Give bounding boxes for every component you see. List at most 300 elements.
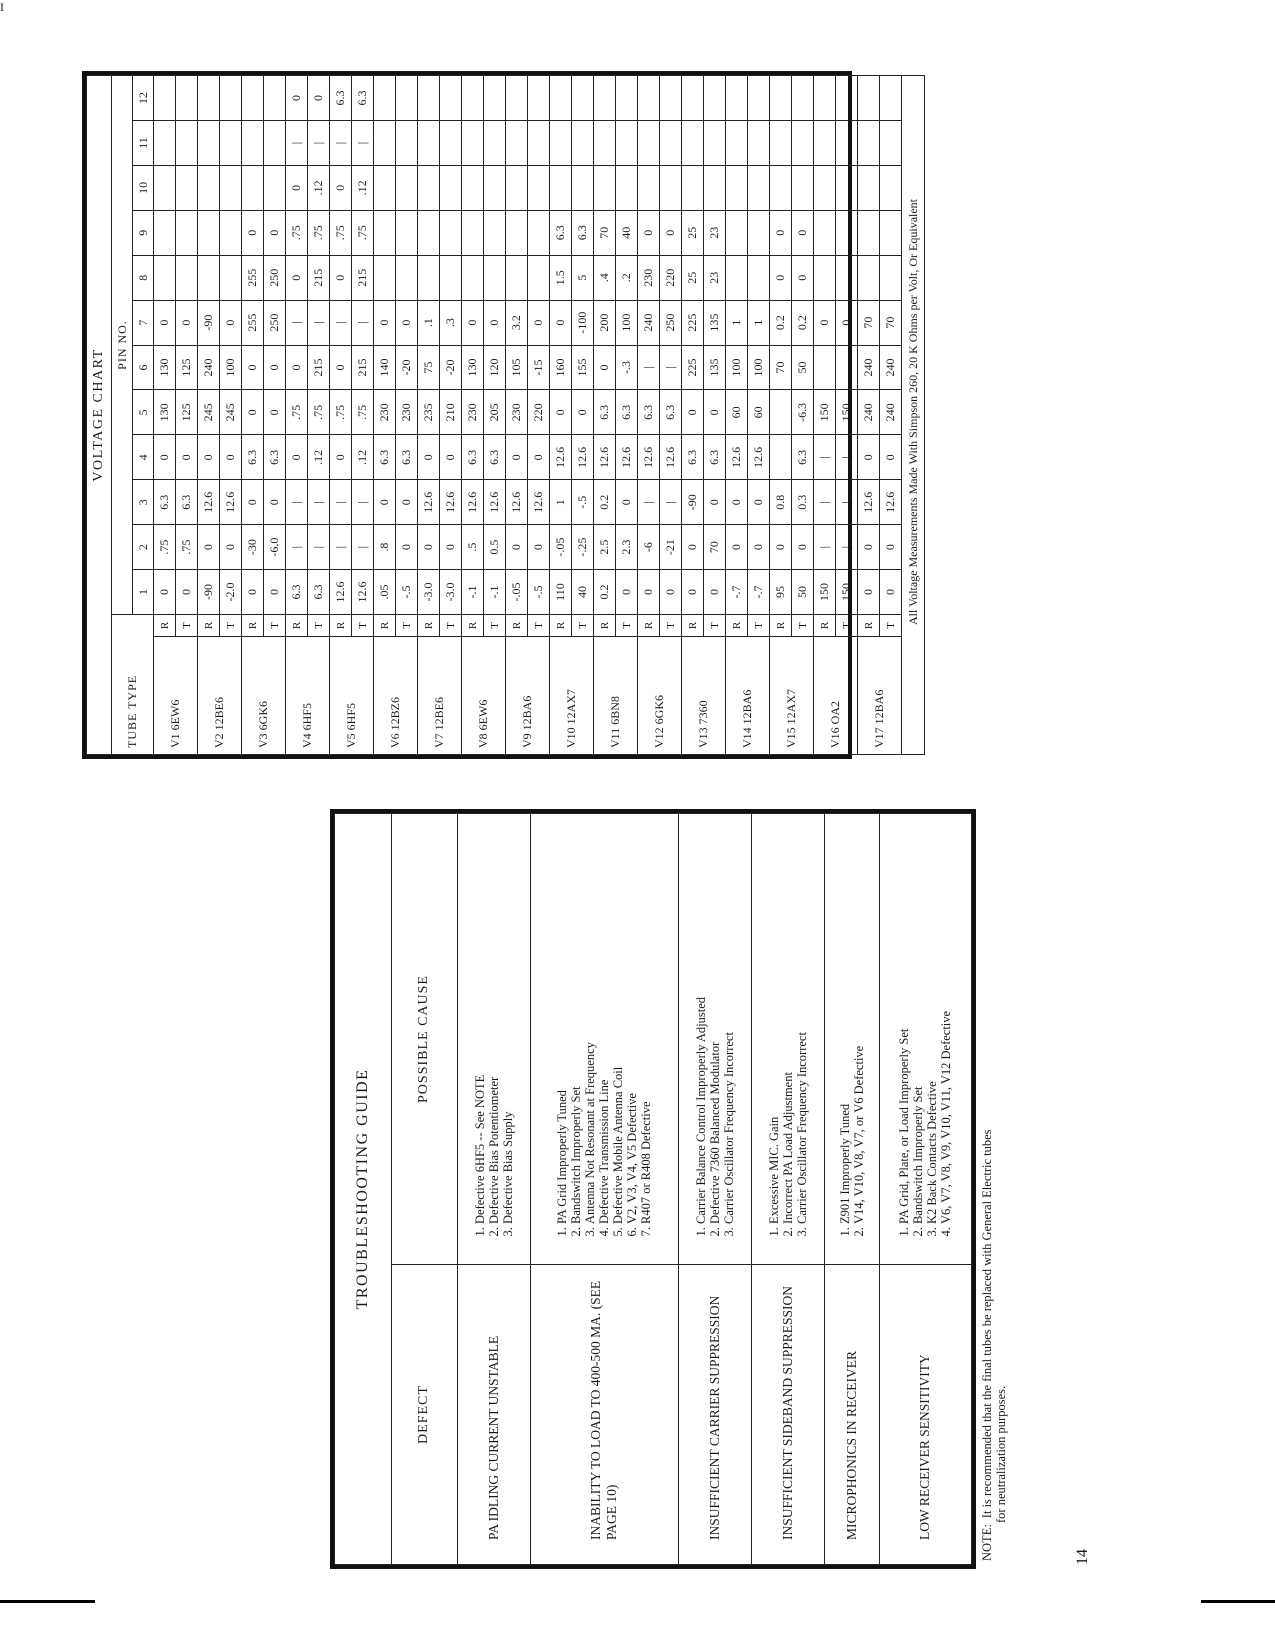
voltage-cell: 70 (770, 345, 792, 390)
voltage-cell: -6.3 (792, 390, 814, 435)
voltage-cell (176, 121, 198, 166)
voltage-cell: 0 (572, 390, 594, 435)
cause-list (694, 832, 736, 1246)
tube-name-cell: V1 6EW6 (154, 637, 198, 755)
cause-item: 2. Bandswitch Improperly Set (569, 832, 583, 1224)
receive-mode-label: R (418, 615, 440, 637)
voltage-cell (770, 165, 792, 210)
defect-cell: INABILITY TO LOAD TO 400-500 MA. (SEE PAGE 10) (530, 1265, 678, 1565)
voltage-cell: -.3 (616, 345, 638, 390)
cause-item: 3. Carrier Oscillator Frequency Incorrect (795, 832, 809, 1224)
transmit-mode-label: T (616, 615, 638, 637)
voltage-cell: 6.3 (286, 570, 308, 615)
voltage-cell (682, 165, 704, 210)
voltage-cell: 0 (286, 255, 308, 300)
voltage-cell: | (286, 300, 308, 345)
cause-item: 2. Bandswitch Improperly Set (911, 832, 925, 1224)
voltage-cell: 6.3 (154, 480, 176, 525)
voltage-cell (704, 76, 726, 121)
voltage-cell: 12.6 (660, 435, 682, 480)
voltage-cell: 6.3 (594, 390, 616, 435)
voltage-cell (462, 255, 484, 300)
voltage-cell: 230 (462, 390, 484, 435)
voltage-cell (374, 76, 396, 121)
voltage-cell (396, 165, 418, 210)
voltage-cell (638, 76, 660, 121)
voltage-cell: 240 (858, 390, 880, 435)
troubleshooting-row (825, 814, 880, 1565)
pin-header-cell: 4 (133, 435, 154, 480)
receive-mode-label: R (770, 615, 792, 637)
receive-mode-label: R (330, 615, 352, 637)
voltage-cell: 0 (880, 570, 902, 615)
voltage-cell: 215 (308, 255, 330, 300)
voltage-row (770, 76, 792, 755)
voltage-cell: 255 (242, 300, 264, 345)
voltage-cell: | (352, 300, 374, 345)
tube-name-cell: V15 12AX7 (770, 637, 814, 755)
voltage-cell: .5 (462, 525, 484, 570)
voltage-cell: 0 (682, 390, 704, 435)
voltage-cell: 23 (704, 210, 726, 255)
receive-mode-label: R (858, 615, 880, 637)
voltage-cell: .75 (352, 390, 374, 435)
voltage-cell (616, 165, 638, 210)
voltage-cell (572, 121, 594, 166)
voltage-cell: 0 (638, 570, 660, 615)
voltage-cell (396, 210, 418, 255)
corner-mark: I (0, 0, 4, 14)
transmit-mode-label: T (396, 615, 418, 637)
voltage-cell: -30 (242, 525, 264, 570)
voltage-cell: -6 (638, 525, 660, 570)
voltage-cell: .75 (308, 210, 330, 255)
voltage-cell: 0 (770, 210, 792, 255)
voltage-cell (264, 165, 286, 210)
voltage-cell: 0 (506, 525, 528, 570)
voltage-row (858, 76, 880, 755)
voltage-cell (198, 210, 220, 255)
voltage-cell: 0 (220, 525, 242, 570)
voltage-cell (418, 165, 440, 210)
voltage-cell: -15 (528, 345, 550, 390)
voltage-cell: 150 (836, 570, 858, 615)
voltage-cell: 70 (880, 300, 902, 345)
voltage-cell: | (286, 480, 308, 525)
voltage-cell: 0 (814, 300, 836, 345)
voltage-cell: 70 (594, 210, 616, 255)
voltage-cell (506, 255, 528, 300)
voltage-cell (726, 121, 748, 166)
voltage-cell: 235 (418, 390, 440, 435)
cause-item: 2. Defective Bias Potentiometer (487, 832, 501, 1224)
pin-header-cell: 5 (133, 390, 154, 435)
voltage-cell: | (308, 300, 330, 345)
voltage-cell (198, 165, 220, 210)
pin-header-cell: 2 (133, 525, 154, 570)
voltage-cell: 230 (638, 255, 660, 300)
voltage-cell (418, 121, 440, 166)
voltage-cell (836, 76, 858, 121)
voltage-cell (198, 76, 220, 121)
voltage-cell (836, 121, 858, 166)
voltage-row (682, 76, 704, 755)
voltage-cell: | (330, 525, 352, 570)
voltage-cell: 6.3 (462, 435, 484, 480)
voltage-cell (484, 76, 506, 121)
voltage-cell: | (330, 480, 352, 525)
voltage-cell: | (660, 480, 682, 525)
voltage-cell (748, 210, 770, 255)
tube-name-cell: V17 12BA6 (858, 637, 902, 755)
receive-mode-label: R (506, 615, 528, 637)
voltage-cell: 240 (638, 300, 660, 345)
voltage-cell: 25 (682, 210, 704, 255)
voltage-cell: 215 (352, 255, 374, 300)
voltage-cell: 0.2 (792, 300, 814, 345)
voltage-cell: 0.2 (770, 300, 792, 345)
defect-cell: INSUFFICIENT CARRIER SUPPRESSION (678, 1265, 751, 1565)
troubleshooting-row (457, 814, 530, 1565)
voltage-cell: 6.3 (572, 210, 594, 255)
voltage-cell (374, 165, 396, 210)
voltage-cell: 0 (396, 480, 418, 525)
voltage-cell (814, 255, 836, 300)
voltage-cell: 100 (748, 345, 770, 390)
voltage-cell: 240 (880, 390, 902, 435)
voltage-cell: 0 (528, 435, 550, 480)
voltage-cell (550, 165, 572, 210)
voltage-cell (858, 165, 880, 210)
pin-header-cell: 1 (133, 570, 154, 615)
voltage-cell: 0 (550, 300, 572, 345)
voltage-cell: 0 (770, 525, 792, 570)
voltage-cell: 12.6 (858, 480, 880, 525)
tube-type-header: TUBE TYPE (112, 615, 154, 755)
voltage-cell: 230 (396, 390, 418, 435)
voltage-cell: 3.2 (506, 300, 528, 345)
cause-item: 3. Defective Bias Supply (501, 832, 515, 1224)
voltage-row (462, 76, 484, 755)
voltage-cell: -2.0 (220, 570, 242, 615)
voltage-cell: 12.6 (550, 435, 572, 480)
bottom-rule-right (1201, 1600, 1275, 1603)
voltage-cell (880, 121, 902, 166)
voltage-cell: 0 (594, 345, 616, 390)
voltage-cell (418, 255, 440, 300)
voltage-cell: .12 (352, 435, 374, 480)
voltage-cell: 0 (880, 525, 902, 570)
voltage-cell (880, 165, 902, 210)
cause-list (897, 832, 953, 1246)
voltage-cell (814, 345, 836, 390)
bottom-rule-left (0, 1600, 95, 1603)
voltage-cell (770, 390, 792, 435)
voltage-cell: 12.6 (462, 480, 484, 525)
receive-mode-label: R (550, 615, 572, 637)
voltage-cell: 0 (836, 300, 858, 345)
voltage-cell: 215 (308, 345, 330, 390)
voltage-row (506, 76, 528, 755)
tube-name-cell: V2 12BE6 (198, 637, 242, 755)
voltage-cell: 215 (352, 345, 374, 390)
voltage-rows (154, 76, 902, 755)
voltage-cell: | (814, 525, 836, 570)
voltage-cell: 0 (176, 300, 198, 345)
voltage-cell (814, 121, 836, 166)
receive-mode-label: R (462, 615, 484, 637)
voltage-cell: 0 (858, 525, 880, 570)
voltage-cell (440, 121, 462, 166)
voltage-cell: .4 (594, 255, 616, 300)
pin-header-cell: 9 (133, 210, 154, 255)
voltage-cell (858, 76, 880, 121)
tube-name-cell: V9 12BA6 (506, 637, 550, 755)
voltage-cell (528, 121, 550, 166)
voltage-cell: | (308, 121, 330, 166)
defect-cell: PA IDLING CURRENT UNSTABLE (457, 1265, 530, 1565)
voltage-cell: 250 (264, 300, 286, 345)
voltage-cell: 6.3 (484, 435, 506, 480)
transmit-mode-label: T (572, 615, 594, 637)
voltage-cell: 0 (286, 345, 308, 390)
voltage-cell (220, 165, 242, 210)
voltage-cell: | (286, 525, 308, 570)
voltage-cell: 6.3 (330, 76, 352, 121)
voltage-cell: -.7 (748, 570, 770, 615)
voltage-cell: 75 (418, 345, 440, 390)
voltage-cell: -90 (682, 480, 704, 525)
tube-name-cell: V4 6HF5 (286, 637, 330, 755)
pin-header-cell: 7 (133, 300, 154, 345)
voltage-cell (814, 76, 836, 121)
defect-cell: INSUFFICIENT SIDEBAND SUPPRESSION (752, 1265, 825, 1565)
voltage-cell (264, 121, 286, 166)
page-number: 14 (1074, 1549, 1091, 1565)
voltage-chart (82, 71, 920, 759)
voltage-cell: 12.6 (418, 480, 440, 525)
voltage-cell: | (638, 345, 660, 390)
voltage-cell: 0 (330, 255, 352, 300)
voltage-cell (506, 76, 528, 121)
voltage-cell: 0 (242, 570, 264, 615)
voltage-cell (440, 165, 462, 210)
voltage-cell (660, 76, 682, 121)
voltage-cell (814, 165, 836, 210)
transmit-mode-label: T (836, 615, 858, 637)
voltage-cell: 0 (704, 390, 726, 435)
cause-cell (678, 814, 751, 1265)
voltage-cell: .12 (308, 435, 330, 480)
voltage-cell (572, 76, 594, 121)
transmit-mode-label: T (704, 615, 726, 637)
voltage-cell: | (286, 121, 308, 166)
voltage-cell (858, 210, 880, 255)
defect-column-header: DEFECT (392, 1265, 457, 1565)
voltage-cell (594, 121, 616, 166)
voltage-cell (660, 165, 682, 210)
cause-item: 3. Carrier Oscillator Frequency Incorrect (722, 832, 736, 1224)
voltage-cell: 0 (792, 255, 814, 300)
transmit-mode-label: T (484, 615, 506, 637)
voltage-cell: .12 (352, 165, 374, 210)
voltage-cell: 0 (660, 570, 682, 615)
voltage-cell (528, 255, 550, 300)
defect-cell: LOW RECEIVER SENSITIVITY (879, 1265, 971, 1565)
cause-item: 2. V14, V10, V8, V7, or V6 Defective (852, 832, 866, 1224)
voltage-cell: .75 (352, 210, 374, 255)
voltage-cell: 0 (154, 435, 176, 480)
voltage-cell: -.7 (726, 570, 748, 615)
voltage-cell: 0 (264, 570, 286, 615)
voltage-cell: 6.3 (242, 435, 264, 480)
voltage-cell: | (660, 345, 682, 390)
voltage-cell: 160 (550, 345, 572, 390)
voltage-cell (792, 121, 814, 166)
voltage-cell (704, 121, 726, 166)
voltage-cell: 40 (572, 570, 594, 615)
voltage-cell: 12.6 (220, 480, 242, 525)
voltage-cell: 150 (836, 390, 858, 435)
voltage-cell: 105 (506, 345, 528, 390)
voltage-cell: 70 (704, 525, 726, 570)
pin-header-cell: 11 (133, 121, 154, 166)
voltage-cell: 135 (704, 300, 726, 345)
troubleshooting-rows (457, 814, 971, 1565)
voltage-cell: 0.3 (792, 480, 814, 525)
voltage-row (594, 76, 616, 755)
pin-number-header: PIN NO. (112, 76, 133, 615)
cause-item: 1. Z901 Improperly Tuned (838, 832, 852, 1224)
voltage-cell (506, 210, 528, 255)
voltage-chart-title: VOLTAGE CHART (87, 76, 112, 755)
voltage-cell (858, 255, 880, 300)
voltage-cell: 0 (792, 210, 814, 255)
voltage-cell (550, 76, 572, 121)
pin-header-cell: 10 (133, 165, 154, 210)
voltage-cell: .2 (616, 255, 638, 300)
voltage-cell (770, 76, 792, 121)
pin-header-cell: 6 (133, 345, 154, 390)
cause-item: 2. Incorrect PA Load Adjustment (781, 832, 795, 1224)
voltage-cell (176, 76, 198, 121)
voltage-cell: -.1 (484, 570, 506, 615)
voltage-cell: 0 (264, 390, 286, 435)
voltage-cell (858, 121, 880, 166)
voltage-cell: 0 (528, 525, 550, 570)
voltage-cell: 2.3 (616, 525, 638, 570)
tube-name-cell: V5 6HF5 (330, 637, 374, 755)
voltage-cell: 0 (440, 435, 462, 480)
voltage-cell: 0 (682, 570, 704, 615)
voltage-cell: -21 (660, 525, 682, 570)
voltage-cell (440, 255, 462, 300)
voltage-cell: 0 (506, 435, 528, 480)
cause-list (767, 832, 809, 1246)
voltage-cell: | (330, 300, 352, 345)
voltage-cell (374, 255, 396, 300)
voltage-cell: 0 (242, 210, 264, 255)
neutralization-note (980, 821, 1008, 1561)
voltage-cell: 0 (286, 435, 308, 480)
voltage-cell: 0 (880, 435, 902, 480)
voltage-cell (748, 121, 770, 166)
voltage-cell: .8 (374, 525, 396, 570)
voltage-cell: | (330, 121, 352, 166)
voltage-cell: 60 (748, 390, 770, 435)
voltage-cell: -6.0 (264, 525, 286, 570)
voltage-cell (440, 76, 462, 121)
cause-item: 4. Defective Transmission Line (597, 832, 611, 1224)
voltage-cell (264, 76, 286, 121)
voltage-cell: 0 (528, 300, 550, 345)
voltage-cell: 230 (374, 390, 396, 435)
voltage-cell: 12.6 (638, 435, 660, 480)
voltage-cell: 210 (440, 390, 462, 435)
voltage-cell (506, 121, 528, 166)
voltage-cell: -3.0 (440, 570, 462, 615)
voltage-cell: 1 (550, 480, 572, 525)
tube-name-cell: V12 6GK6 (638, 637, 682, 755)
voltage-cell: 0 (242, 480, 264, 525)
voltage-cell (484, 210, 506, 255)
troubleshooting-guide (330, 809, 976, 1569)
transmit-mode-label: T (528, 615, 550, 637)
cause-item: 4. V6, V7, V8, V9, V10, V11, V12 Defective (939, 832, 953, 1224)
voltage-cell: .1 (418, 300, 440, 345)
voltage-cell (528, 76, 550, 121)
voltage-cell (528, 165, 550, 210)
note-continuation: for neutralization purposes. (994, 1385, 1008, 1523)
voltage-cell (792, 76, 814, 121)
voltage-cell: 0 (264, 210, 286, 255)
cause-item: 1. Excessive MIC. Gain (767, 832, 781, 1224)
voltage-cell: 0 (308, 76, 330, 121)
voltage-cell: 0 (198, 435, 220, 480)
tube-name-cell: V16 OA2 (814, 637, 858, 755)
voltage-cell: 1.5 (550, 255, 572, 300)
voltage-row (286, 76, 308, 755)
voltage-row (374, 76, 396, 755)
troubleshooting-row (879, 814, 971, 1565)
voltage-cell (748, 76, 770, 121)
voltage-cell (374, 210, 396, 255)
voltage-cell (528, 210, 550, 255)
voltage-cell: | (836, 525, 858, 570)
voltage-cell: 12.6 (198, 480, 220, 525)
voltage-cell: .75 (330, 390, 352, 435)
voltage-cell (814, 210, 836, 255)
voltage-cell: 12.6 (594, 435, 616, 480)
voltage-cell: 0 (858, 570, 880, 615)
transmit-mode-label: T (308, 615, 330, 637)
voltage-cell (220, 210, 242, 255)
voltage-cell (506, 165, 528, 210)
voltage-cell (638, 121, 660, 166)
voltage-cell (682, 121, 704, 166)
voltage-cell: .05 (374, 570, 396, 615)
voltage-cell (154, 121, 176, 166)
voltage-cell: 125 (176, 345, 198, 390)
voltage-cell (770, 435, 792, 480)
voltage-cell (880, 255, 902, 300)
voltage-cell: 150 (814, 390, 836, 435)
voltage-cell: 95 (770, 570, 792, 615)
voltage-cell: 12.6 (484, 480, 506, 525)
voltage-cell (176, 255, 198, 300)
voltage-cell (748, 255, 770, 300)
troubleshooting-row (678, 814, 751, 1565)
